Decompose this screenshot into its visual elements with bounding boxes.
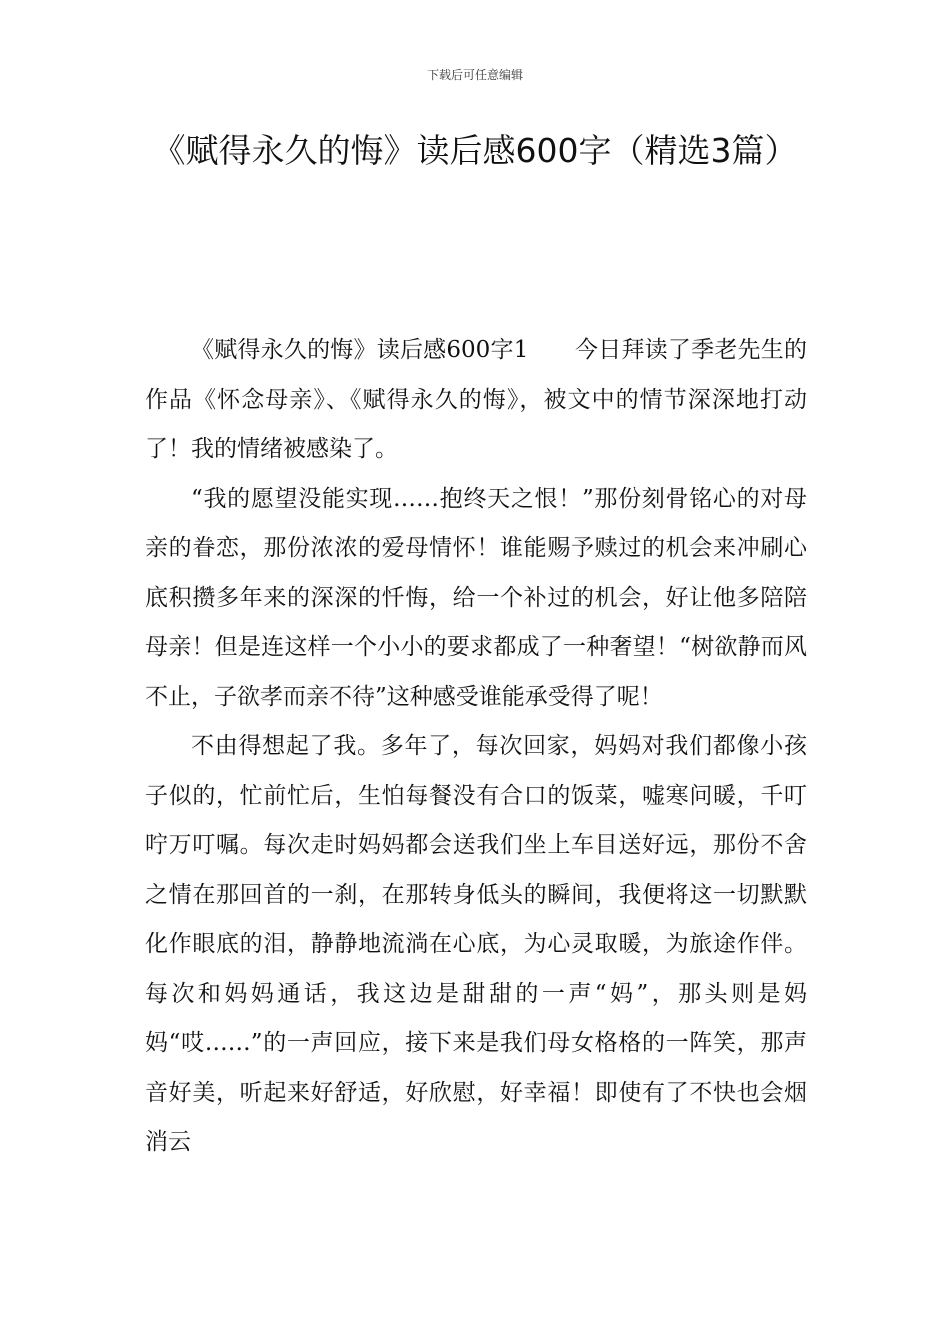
document-title: 《赋得永久的悔》读后感600字（精选3篇） (152, 131, 798, 170)
paragraph-3: 不由得想起了我。多年了，每次回家，妈妈对我们都像小孩子似的，忙前忙后，生怕每餐没有合口的饭菜，嘘寒问暖，千叮咛万叮嘱。每次走时妈妈都会送我们坐上车目送好远，那份不舍之情在那回首的一刹，在那转身低头的瞬间，我便将这一切默默化作眼底的泪，静静地流淌在心底，为心灵取暖，为旅途作伴。每次和妈妈通话，我这边是甜甜的一声“妈”，那头则是妈妈“哎……”的一声回应，接下来是我们母女格格的一阵笑，那声音好美，听起来好舒适，好欣慰，好幸福！即使有了不快也会烟消云 (145, 733, 807, 1155)
paragraph-1: 《赋得永久的悔》读后感600字1 今日拜读了季老先生的作品《怀念母亲》、《赋得永久的悔》，被文中的情节深深地打动了！我的情绪被感染了。 (145, 337, 807, 462)
paragraph-2: “我的愿望没能实现……抱终天之恨！”那份刻骨铭心的对母亲的眷恋，那份浓浓的爱母情怀！谁能赐予赎过的机会来冲刷心底积攒多年来的深深的忏悔，给一个补过的机会，好让他多陪陪母亲！但是连这样一个小小的要求都成了一种奢望！“树欲静而风不止，子欲孝而亲不待”这种感受谁能承受得了呢！ (145, 485, 807, 710)
document-body (145, 326, 807, 1168)
header-note: 下载后可任意编辑 (426, 68, 523, 82)
